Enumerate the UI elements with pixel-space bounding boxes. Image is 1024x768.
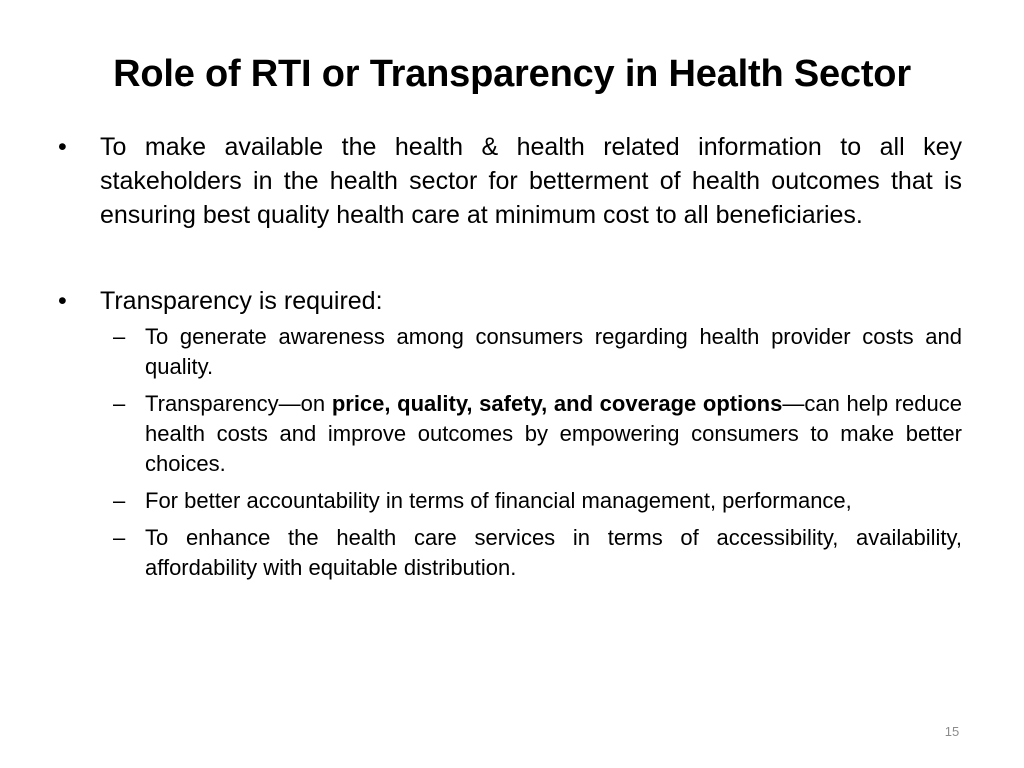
- subitem-text-before: Transparency—on: [145, 391, 332, 416]
- dash-marker: –: [113, 488, 126, 513]
- subitem-text: For better accountability in terms of financial management, performance,: [145, 488, 852, 513]
- dash-marker: –: [113, 324, 126, 349]
- bullet-text: Transparency is required:: [100, 287, 383, 315]
- bullet-item-availability: [56, 130, 962, 232]
- subitem-accountability: [113, 486, 962, 516]
- subitem-services: [113, 523, 962, 583]
- bullet-marker: •: [58, 287, 67, 315]
- subitem-price-quality: [113, 389, 962, 479]
- bullet-item-transparency: [56, 284, 962, 318]
- dash-marker: –: [113, 525, 126, 550]
- page-number: 15: [944, 724, 960, 739]
- subitem-text: To enhance the health care services in terms of accessibility, availability, affordability with equitable distribution.: [145, 525, 962, 580]
- subitem-text: To generate awareness among consumers regarding health provider costs and quality.: [145, 324, 962, 379]
- slide-title: Role of RTI or Transparency in Health Sector: [113, 53, 911, 95]
- subitem-awareness: [113, 322, 962, 382]
- transparency-sublist: [56, 322, 962, 583]
- bullet-marker: •: [58, 133, 67, 161]
- subitem-text-after: —can help reduce health costs and improve outcomes by empowering consumers to make better choices.: [145, 391, 962, 476]
- bullet-text: To make available the health & health related information to all key stakeholders in the health sector for betterment of health outcomes that is ensuring best quality health care at minimum cost to all beneficiaries.: [100, 133, 962, 229]
- slide-content: [56, 130, 962, 590]
- dash-marker: –: [113, 391, 126, 416]
- subitem-bold-text: price, quality, safety, and coverage options: [331, 391, 783, 416]
